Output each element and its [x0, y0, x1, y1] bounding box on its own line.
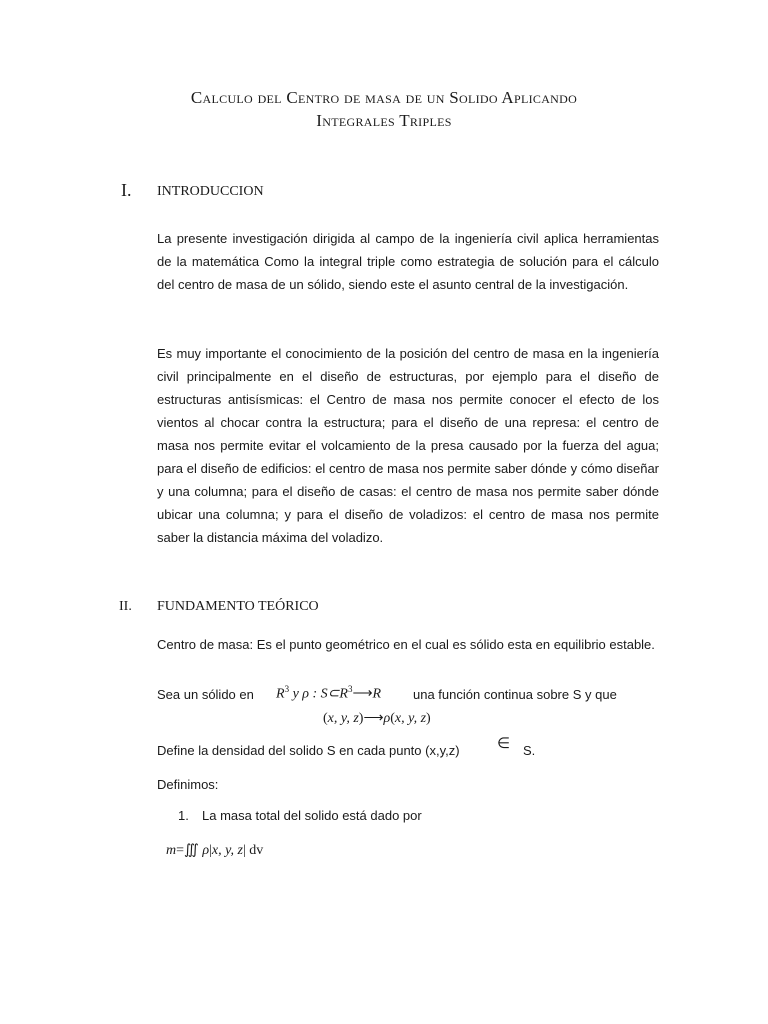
list-item-1-number: 1. [178, 808, 189, 823]
section-1-number: I. [121, 180, 132, 200]
section-1-heading: INTRODUCCION [157, 184, 264, 199]
list-item-1-text: La masa total del solido está dado por [202, 808, 422, 823]
element-of-symbol: ∈ [497, 736, 511, 752]
document-title-line-2: Integrales Triples [316, 111, 452, 130]
total-mass-formula: m=∭ ρ|x, y, z| dv [166, 843, 264, 858]
section-2-heading: FUNDAMENTO TEÓRICO [157, 599, 319, 614]
center-of-mass-definition: Centro de masa: Es el punto geométrico en el cual es sólido esta en equilibrio estable. [157, 637, 655, 652]
density-definition-text: Define la densidad del solido S en cada punto (x,y,z) [157, 743, 460, 758]
intro-paragraph-2: Es muy importante el conocimiento de la posición del centro de masa en la ingeniería civil principalmente en el diseño de estructuras, por ejemplo para el diseño de estructuras antisísmicas: el Centro de masa nos permite conocer el efecto de los vientos al chocar contra la estructura; para el diseño de una represa: el centro de masa nos permite evitar el volcamiento de la presa causado por la fuerza del agua; para el diseño de edificios: el centro de masa nos permite saber dónde y cómo diseñar y una columna; para el diseño de casas: el centro de masa nos permite saber dónde ubicar una columna; y para el diseño de voladizos: el centro de masa nos permite saber la distancia máxima del voladizo. [157, 346, 659, 545]
density-mapping-formula: (x, y, z)⟶ρ(x, y, z) [323, 711, 431, 726]
intro-paragraph-1: La presente investigación dirigida al campo de la ingeniería civil aplica herramientas de la matemática Como la integral triple como estrategia de solución para el cálculo del centro de masa de un sólido, siendo este el asunto central de la investigación. [157, 231, 659, 292]
definimos-label: Definimos: [157, 777, 219, 792]
density-tail-text: S. [523, 743, 536, 758]
document-title-line-1: Calculo del Centro de masa de un Solido Aplicando [190, 88, 578, 107]
density-function-formula: $R^3$ y ρ : $S\subset R^3⟶R$ [276, 684, 382, 702]
continuous-function-text: una función continua sobre S y que [413, 687, 617, 702]
section-2-number: II. [119, 599, 132, 614]
solid-intro-text: Sea un sólido en [157, 687, 254, 702]
